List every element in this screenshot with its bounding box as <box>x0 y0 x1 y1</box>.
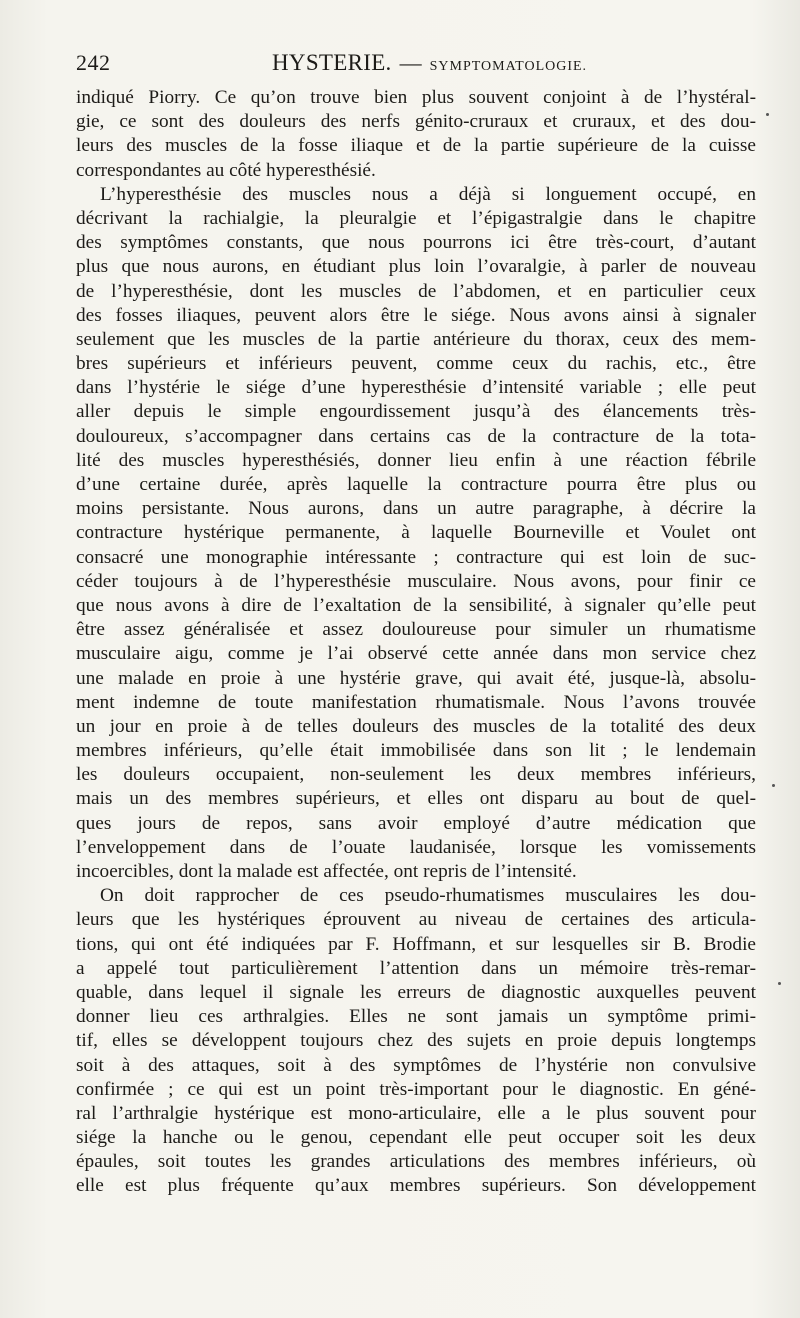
page-header <box>76 50 756 82</box>
text-line: lité des muscles hyperesthésiés, donner lieu enfin à une réaction fébrile <box>76 449 756 471</box>
text-line: contracture hystérique permanente, à laquelle Bourneville et Voulet ont <box>76 522 756 544</box>
text-line: membres inférieurs, qu’elle était immobilisée dans son lit ; le lendemain <box>76 740 756 762</box>
text-line: indiqué Piorry. Ce qu’on trouve bien plus souvent conjoint à de l’hystéral- <box>76 87 756 108</box>
text-line: leurs des muscles de la fosse iliaque et de la partie supérieure de la cuisse <box>76 135 756 157</box>
text-line: bres supérieurs et inférieurs peuvent, comme ceux du rachis, etc., être <box>76 353 756 375</box>
text-line: incoercibles, dont la malade est affectée, ont repris de l’intensité. <box>76 861 577 882</box>
text-line: de l’hyperesthésie, dont les muscles de l’abdomen, et en particulier ceux <box>76 280 756 302</box>
print-speck <box>772 784 775 787</box>
text-line: consacré une monographie intéressante ; contracture qui est loin de suc- <box>76 546 756 568</box>
text-line: être assez généralisée et assez douloureuse pour simuler un rhumatisme <box>76 619 756 641</box>
print-speck <box>778 982 781 985</box>
text-line: quable, dans lequel il signale les erreurs de diagnostic auxquelles peuvent <box>76 981 756 1003</box>
text-line: une malade en proie à une hystérie grave, qui avait été, jusque-là, absolu- <box>76 667 756 689</box>
text-line: les douleurs occupaient, non-seulement les deux membres inférieurs, <box>76 764 756 786</box>
text-line: décrivant la rachialgie, la pleuralgie et l’épigastralgie dans le chapitre <box>76 207 756 229</box>
running-head-separator: — <box>399 50 422 75</box>
text-line: elle est plus fréquente qu’aux membres supérieurs. Son développement <box>76 1175 756 1197</box>
text-line: gie, ce sont des douleurs des nerfs génito-cruraux et cruraux, et des dou- <box>76 111 756 133</box>
text-line: siége la hanche ou le genou, cependant elle peut occuper soit les deux <box>76 1127 756 1149</box>
text-line: des fosses iliaques, peuvent alors être le siége. Nous avons ainsi à signaler <box>76 304 756 326</box>
text-line: confirmée ; ce qui est un point très-important pour le diagnostic. En géné- <box>76 1078 756 1100</box>
text-line: ques jours de repos, sans avoir employé d’autre médication que <box>76 812 756 834</box>
page-number: 242 <box>76 50 111 75</box>
text-line: correspondantes au côté hyperesthésié. <box>76 159 376 181</box>
text-line: On doit rapprocher de ces pseudo-rhumatismes musculaires les dou- <box>100 885 756 907</box>
text-line: un jour en proie à de telles douleurs des muscles de la totalité des deux <box>76 715 756 737</box>
text-line: des symptômes constants, que nous pourrons ici être très-court, d’autant <box>76 232 756 254</box>
print-speck <box>766 113 769 116</box>
text-line: donner lieu ces arthralgies. Elles ne sont jamais un symptôme primi- <box>76 1006 756 1028</box>
text-line: l’enveloppement dans de l’ouate laudanisée, lorsque les vomissements <box>76 836 756 858</box>
text-line: douloureux, s’accompagner dans certains cas de la contracture de la tota- <box>76 425 756 447</box>
text-line: a appelé tout particulièrement l’attention dans un mémoire très-remar- <box>76 957 756 979</box>
text-line: que nous avons à dire de l’exaltation de la sensibilité, à signaler qu’elle peut <box>76 594 756 616</box>
body-text <box>76 86 756 1199</box>
text-line: ment indemne de toute manifestation rhumatismale. Nous l’avons trouvée <box>76 691 756 713</box>
text-line: musculaire aigu, comme je l’ai observé cette année dans mon service chez <box>76 643 756 665</box>
running-head-title: HYSTERIE. <box>272 50 392 75</box>
running-head-subtitle: SYMPTOMATOLOGIE. <box>429 59 588 74</box>
text-line: plus que nous aurons, en étudiant plus loin l’ovaralgie, à parler de nouveau <box>76 256 756 278</box>
running-head <box>272 50 587 76</box>
text-line: soit à des attaques, soit à des symptômes de l’hystérie non convulsive <box>76 1054 756 1076</box>
text-line: céder toujours à de l’hyperesthésie musculaire. Nous avons, pour finir ce <box>76 570 756 592</box>
text-line: leurs que les hystériques éprouvent au niveau de certaines des articula- <box>76 909 756 931</box>
text-line: moins persistante. Nous aurons, dans un autre paragraphe, à décrire la <box>76 498 756 520</box>
text-line: aller depuis le simple engourdissement jusqu’à des élancements très- <box>76 401 756 423</box>
text-line: L’hyperesthésie des muscles nous a déjà si longuement occupé, en <box>100 183 756 205</box>
text-line: tions, qui ont été indiquées par F. Hoffmann, et sur lesquelles sir B. Brodie <box>76 933 756 955</box>
text-line: d’une certaine durée, après laquelle la contracture pourra être plus ou <box>76 474 756 495</box>
text-line: épaules, soit toutes les grandes articulations des membres inférieurs, où <box>76 1151 756 1173</box>
text-line: seulement que les muscles de la partie antérieure du thorax, ceux des mem- <box>76 328 756 350</box>
text-line: dans l’hystérie le siége d’une hyperesthésie d’intensité variable ; elle peut <box>76 377 756 399</box>
text-line: mais un des membres supérieurs, et elles ont disparu au bout de quel- <box>76 788 756 810</box>
text-line: ral l’arthralgie hystérique est mono-articulaire, elle a le plus souvent pour <box>76 1102 756 1124</box>
text-line: tif, elles se développent toujours chez des sujets en proie depuis longtemps <box>76 1030 756 1052</box>
